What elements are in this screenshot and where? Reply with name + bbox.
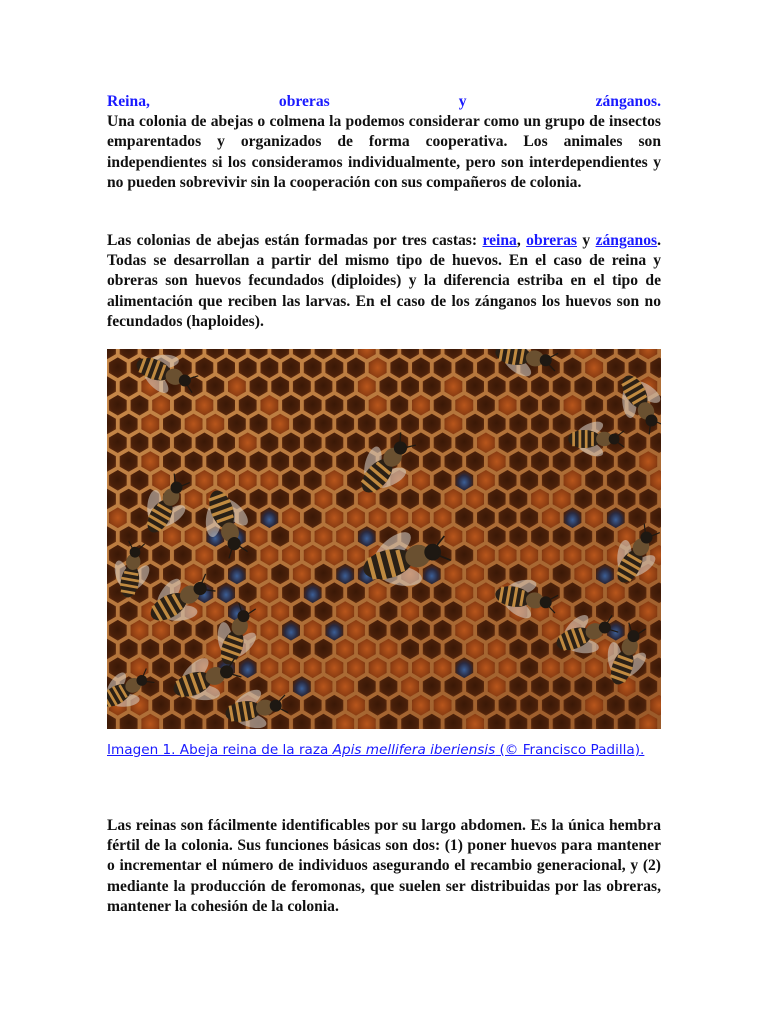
castes-separator: y bbox=[576, 232, 596, 249]
section-title: Reina, obreras y zánganos. bbox=[107, 93, 661, 110]
castes-block bbox=[107, 231, 661, 332]
paragraph-castes bbox=[107, 231, 661, 332]
image-caption[interactable] bbox=[107, 742, 667, 758]
castes-rest-text: . Todas se desarrollan a partir del mismo tipo de huevos. En el caso de reina y obreras son huevos fecundados (diploides) y la diferencia estriba en el tipo de alimentación que reciben las larvas. En el caso de los zánganos los huevos son no fecundados (haploides). bbox=[107, 232, 661, 330]
honeycomb-bees-photo bbox=[107, 349, 661, 729]
link-reina[interactable]: reina bbox=[482, 232, 517, 249]
caption-species: Apis mellifera iberiensis bbox=[332, 742, 496, 758]
caption-prefix: Imagen 1. Abeja reina de la raza bbox=[107, 742, 333, 758]
intro-block bbox=[107, 92, 661, 193]
queens-block bbox=[107, 816, 661, 917]
paragraph-queens: Las reinas son fácilmente identificables por su largo abdomen. Es la única hembra fértil de la colonia. Sus funciones básicas son dos: (1) poner huevos para mantener o incrementar el número de individuos asegurando el recambio generacional, y (2) mediante la producción de feromonas, que suelen ser distribuidas por las obreras, mantener la cohesión de la colonia. bbox=[107, 817, 661, 915]
link-zanganos[interactable]: zánganos bbox=[595, 232, 658, 249]
castes-intro-text: Las colonias de abejas están formadas por tres castas: bbox=[107, 232, 483, 249]
link-obreras[interactable]: obreras bbox=[526, 232, 577, 249]
paragraph-colony: Una colonia de abejas o colmena la podemos considerar como un grupo de insectos emparentados y organizados de forma cooperativa. Los animales son independientes si los consideramos individualmente, pero son interdependientes y no pueden sobrevivir sin la cooperación con sus compañeros de colonia. bbox=[107, 113, 661, 191]
caption-suffix: (© Francisco Padilla). bbox=[495, 742, 645, 758]
castes-separator: , bbox=[516, 232, 527, 249]
